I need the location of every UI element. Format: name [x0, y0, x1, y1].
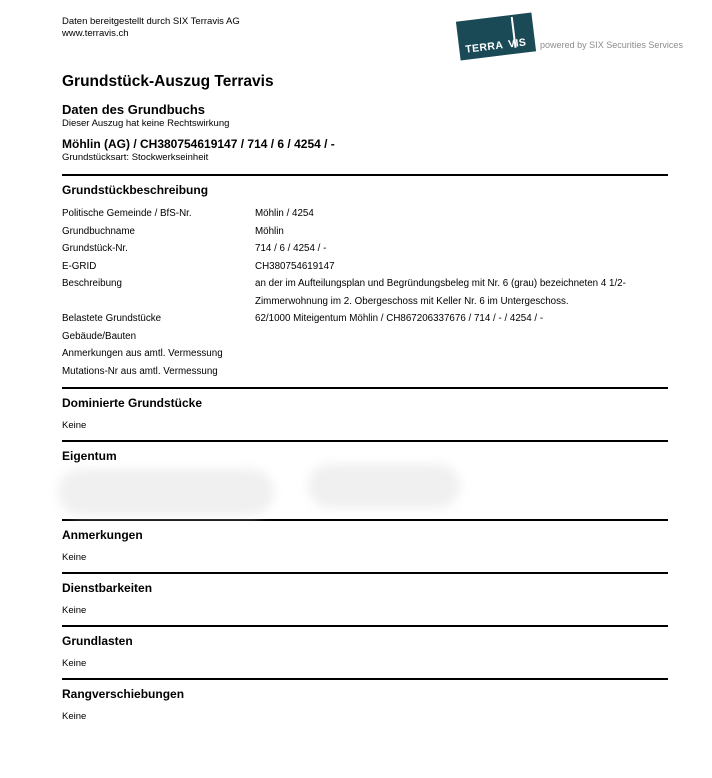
section-divider — [62, 174, 668, 176]
logo-vis: VIS — [507, 36, 527, 51]
redacted-owner-area — [62, 465, 668, 519]
field-label: Anmerkungen aus amtl. Vermessung — [62, 348, 223, 359]
section-divider — [62, 440, 668, 442]
redacted-owner-blur — [58, 469, 274, 515]
terravis-logo-box — [456, 13, 536, 61]
section-content: Keine — [62, 658, 87, 669]
section-content: Keine — [62, 420, 87, 431]
field-label: Beschreibung — [62, 278, 122, 289]
page-title: Grundstück-Auszug Terravis — [62, 73, 274, 90]
section-divider — [62, 519, 668, 521]
section-content: Keine — [62, 552, 87, 563]
field-value: Möhlin — [255, 225, 284, 237]
section-title-eigentum: Eigentum — [62, 449, 117, 463]
section-divider — [62, 572, 668, 574]
logo-terra: TERRA — [464, 39, 505, 56]
field-value: 62/1000 Miteigentum Möhlin / CH867206337676 / 714 / - / 4254 / - — [255, 313, 544, 324]
field-label: Mutations-Nr aus amtl. Vermessung — [62, 365, 218, 377]
registry-heading: Daten des Grundbuchs — [62, 102, 206, 117]
terravis-logo — [453, 11, 541, 63]
property-identifier: Möhlin (AG) / CH380754619147 / 714 / 6 / 4254 / - — [62, 137, 335, 151]
section-divider — [62, 387, 668, 389]
powered-by-tagline: powered by SIX Securities Services — [540, 40, 683, 51]
table-row — [62, 275, 668, 310]
table-row — [62, 345, 668, 363]
description-table — [62, 205, 668, 380]
field-label: Grundstück-Nr. — [62, 243, 128, 254]
section-title-rangverschiebungen: Rangverschiebungen — [62, 687, 185, 701]
table-row — [62, 328, 668, 346]
section-title-dominierte-grundstuecke: Dominierte Grundstücke — [62, 396, 203, 410]
document-body — [62, 66, 668, 722]
provider-line1: Daten bereitgestellt durch SIX Terravis AG — [62, 16, 240, 27]
provider-info — [62, 16, 240, 39]
redacted-owner-blur — [308, 464, 460, 508]
field-value: CH380754619147 — [255, 260, 335, 272]
field-label: Grundbuchname — [62, 225, 135, 237]
field-value: an der im Aufteilungsplan und Begründungsbeleg mit Nr. 6 (grau) bezeichneten 4 1/2-Zimmerwohnung im 2. Obergeschoss mit Keller Nr. 6 im Untergeschoss. — [255, 278, 626, 307]
table-row — [62, 205, 668, 223]
table-row — [62, 258, 668, 276]
table-row — [62, 223, 668, 241]
section-content: Keine — [62, 605, 87, 616]
table-row — [62, 240, 668, 258]
section-title-description: Grundstückbeschreibung — [62, 183, 209, 197]
section-divider — [62, 625, 668, 627]
property-type: Grundstücksart: Stockwerkseinheit — [62, 152, 209, 163]
field-label: Politische Gemeinde / BfS-Nr. — [62, 208, 192, 219]
section-content: Keine — [62, 711, 87, 722]
section-title-grundlasten: Grundlasten — [62, 634, 133, 648]
disclaimer-text: Dieser Auszug hat keine Rechtswirkung — [62, 118, 230, 129]
field-label: Belastete Grundstücke — [62, 313, 162, 324]
provider-url: www.terravis.ch — [62, 27, 129, 39]
field-value: 714 / 6 / 4254 / - — [255, 243, 327, 254]
field-label: Gebäude/Bauten — [62, 330, 137, 342]
table-row — [62, 310, 668, 328]
section-divider — [62, 678, 668, 680]
section-title-dienstbarkeiten: Dienstbarkeiten — [62, 581, 153, 595]
field-label: E-GRID — [62, 260, 97, 272]
section-title-anmerkungen: Anmerkungen — [62, 528, 143, 542]
table-row — [62, 363, 668, 381]
field-value: Möhlin / 4254 — [255, 208, 314, 219]
logo-wordmark — [465, 36, 533, 56]
